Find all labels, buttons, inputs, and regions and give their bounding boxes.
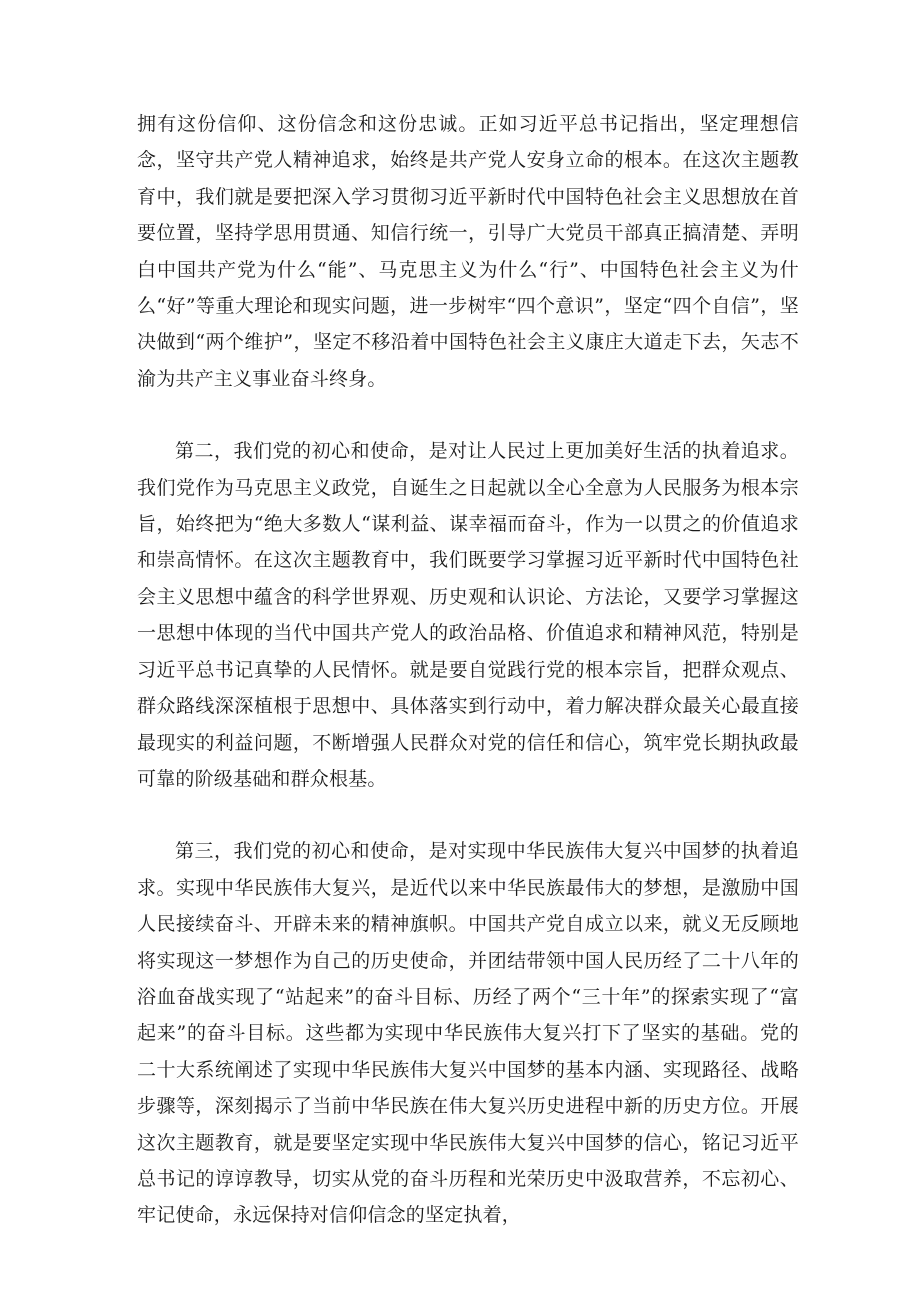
paragraph-third: 第三，我们党的初心和使命，是对实现中华民族伟大复兴中国梦的执着追求。实现中华民族伟大复兴，是近代以来中华民族最伟大的梦想，是激励中国人民接续奋斗、开辟未来的精神旗帜。中国共产党自成立以来，就义无反顾地将实现这一梦想作为自己的历史使命，并团结带领中国人民历经了二十八年的浴血奋战实现了“站起来”的奋斗目标、历经了两个“三十年”的探索实现了“富起来”的奋斗目标。这些都为实现中华民族伟大复兴打下了坚实的基础。党的二十大系统阐述了实现中华民族伟大复兴中国梦的基本内涵、实现路径、战略步骤等，深刻揭示了当前中华民族在伟大复兴历史进程中新的历史方位。开展这次主题教育，就是要坚定实现中华民族伟大复兴中国梦的信心，铭记习近平总书记的谆谆教导，切实从党的奋斗历程和光荣历史中汲取营养，不忘初心、牢记使命，永远保持对信仰信念的坚定执着，	[137, 840, 799, 1227]
paragraph-second: 第二，我们党的初心和使命，是对让人民过上更加美好生活的执着追求。我们党作为马克思主义政党，自诞生之日起就以全心全意为人民服务为根本宗旨，始终把为“绝大多数人“谋利益、谋幸福而奋斗，作为一以贯之的价值追求和崇高情怀。在这次主题教育中，我们既要学习掌握习近平新时代中国特色社会主义思想中蕴含的科学世界观、历史观和认识论、方法论，又要学习掌握这一思想中体现的当代中国共产党人的政治品格、价值追求和精神风范，特别是习近平总书记真挚的人民情怀。就是要自觉践行党的根本宗旨，把群众观点、群众路线深深植根于思想中、具体落实到行动中，着力解决群众最关心最直接最现实的利益问题，不断增强人民群众对党的信任和信心，筑牢党长期执政最可靠的阶级基础和群众根基。	[137, 440, 799, 790]
paragraph-continuation: 拥有这份信仰、这份信念和这份忠诚。正如习近平总书记指出，坚定理想信念，坚守共产党人精神追求，始终是共产党人安身立命的根本。在这次主题教育中，我们就是要把深入学习贯彻习近平新时代中国特色社会主义思想放在首要位置，坚持学思用贯通、知信行统一，引导广大党员干部真正搞清楚、弄明白中国共产党为什么“能”、马克思主义为什么“行”、中国特色社会主义为什么“好”等重大理论和现实问题，进一步树牢“四个意识”，坚定“四个自信”，坚决做到“两个维护”，坚定不移沿着中国特色社会主义康庄大道走下去，矢志不渝为共产主义事业奋斗终身。	[137, 113, 799, 390]
document-page	[137, 106, 799, 1234]
